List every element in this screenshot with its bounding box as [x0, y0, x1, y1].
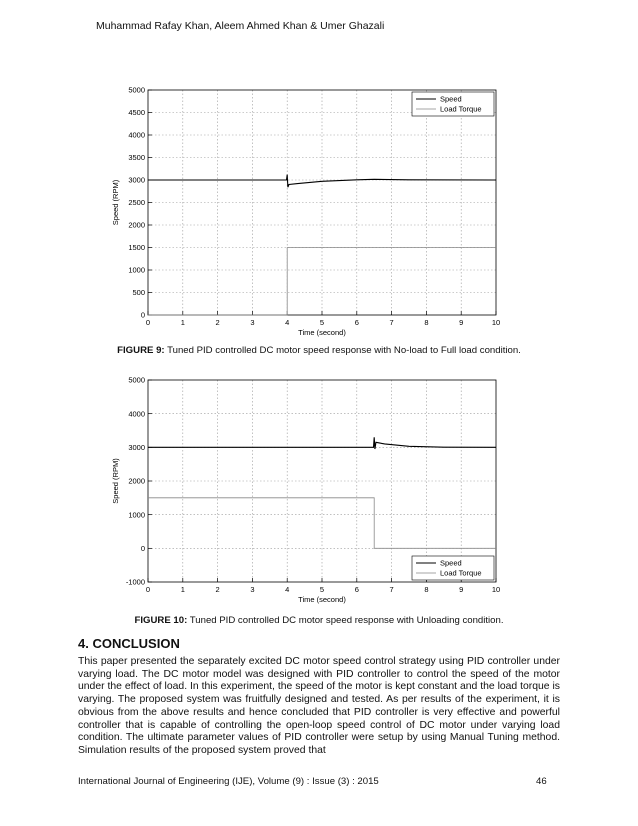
y-tick-label-10: 5000	[128, 85, 145, 95]
y-tick-label-3: 1500	[128, 243, 145, 253]
x-axis-label: Time (second)	[298, 595, 346, 604]
figure-9-text: Tuned PID controlled DC motor speed response with No-load to Full load condition.	[167, 345, 521, 356]
y-tick-label-2: 1000	[128, 510, 145, 520]
x-tick-label-6: 6	[354, 318, 359, 327]
x-tick-label-9: 9	[459, 318, 464, 327]
x-tick-label-3: 3	[250, 318, 255, 327]
x-tick-label-8: 8	[424, 585, 429, 594]
figure-9-caption	[0, 345, 638, 356]
x-tick-label-10: 10	[491, 318, 501, 327]
y-tick-label-9: 4500	[128, 108, 145, 118]
x-tick-label-2: 2	[215, 585, 220, 594]
x-tick-label-4: 4	[285, 585, 290, 594]
x-tick-label-1: 1	[180, 318, 185, 327]
figure-10-label: FIGURE 10:	[134, 615, 188, 626]
figure-9-label: FIGURE 9:	[117, 345, 165, 356]
x-tick-label-7: 7	[389, 318, 394, 327]
legend-label-0: Speed	[440, 558, 462, 568]
x-tick-label-10: 10	[491, 585, 501, 594]
figure-10-chart	[0, 370, 638, 610]
x-tick-label-6: 6	[354, 585, 359, 594]
legend-label-0: Speed	[440, 94, 462, 104]
x-tick-label-5: 5	[319, 318, 325, 327]
figure-10-plot	[0, 370, 638, 610]
footer-journal: International Journal of Engineering (IJE), Volume (9) : Issue (3) : 2015	[78, 776, 379, 787]
figure-9-chart	[0, 80, 638, 340]
y-tick-label-6: 3000	[128, 175, 145, 185]
y-tick-label-2: 1000	[128, 265, 145, 275]
y-tick-label-3: 2000	[128, 476, 145, 486]
footer-page-number: 46	[536, 776, 547, 787]
body-paragraph: This paper presented the separately excited DC motor speed control strategy using PID controller under varying load. The DC motor model was designed with PID controller to control the speed of the motor under the effect of load. In this experiment, the speed of the motor is kept constant and the load torque is varying. The proposed system was fruitfully designed and tested. As per results of the experiment, it is obvious from the above results and hence concluded that PID controller is very effective and powerful controller that is capable of controlling the open-loop speed control of DC motor under varying load condition. The ultimate parameter values of PID controller were setup by using Manual Tuning method. Simulation results of the proposed system proved that	[78, 656, 560, 756]
x-tick-label-0: 0	[145, 318, 151, 327]
y-tick-label-0: 0	[140, 310, 145, 320]
x-tick-label-1: 1	[180, 585, 185, 594]
x-tick-label-5: 5	[319, 585, 325, 594]
x-tick-label-3: 3	[250, 585, 255, 594]
x-tick-label-7: 7	[389, 585, 394, 594]
y-axis-label: Speed (RPM)	[111, 179, 120, 226]
y-tick-label-8: 4000	[128, 130, 145, 140]
y-tick-label-0: -1000	[125, 577, 145, 587]
y-tick-label-7: 3500	[128, 153, 145, 163]
x-tick-label-8: 8	[424, 318, 429, 327]
legend-label-1: Load Torque	[440, 568, 482, 578]
figure-10-caption	[0, 615, 638, 626]
y-tick-label-1: 0	[140, 544, 145, 554]
y-tick-label-4: 3000	[128, 443, 145, 453]
figure-10-text: Tuned PID controlled DC motor speed response with Unloading condition.	[189, 615, 504, 626]
legend-label-1: Load Torque	[440, 104, 482, 114]
figure-9-plot	[0, 80, 638, 340]
y-tick-label-5: 4000	[128, 409, 145, 419]
y-tick-label-6: 5000	[128, 375, 145, 385]
y-axis-label: Speed (RPM)	[111, 458, 120, 504]
y-tick-label-5: 2500	[128, 198, 145, 208]
running-header: Muhammad Rafay Khan, Aleem Ahmed Khan & Umer Ghazali	[96, 20, 385, 32]
x-axis-label: Time (second)	[298, 328, 346, 337]
x-tick-label-9: 9	[459, 585, 464, 594]
x-tick-label-4: 4	[285, 318, 290, 327]
y-tick-label-1: 500	[132, 288, 145, 298]
series-line-load-torque	[148, 498, 496, 549]
y-tick-label-4: 2000	[128, 220, 145, 230]
x-tick-label-2: 2	[215, 318, 220, 327]
section-heading: 4. CONCLUSION	[78, 636, 180, 651]
x-tick-label-0: 0	[145, 585, 151, 594]
